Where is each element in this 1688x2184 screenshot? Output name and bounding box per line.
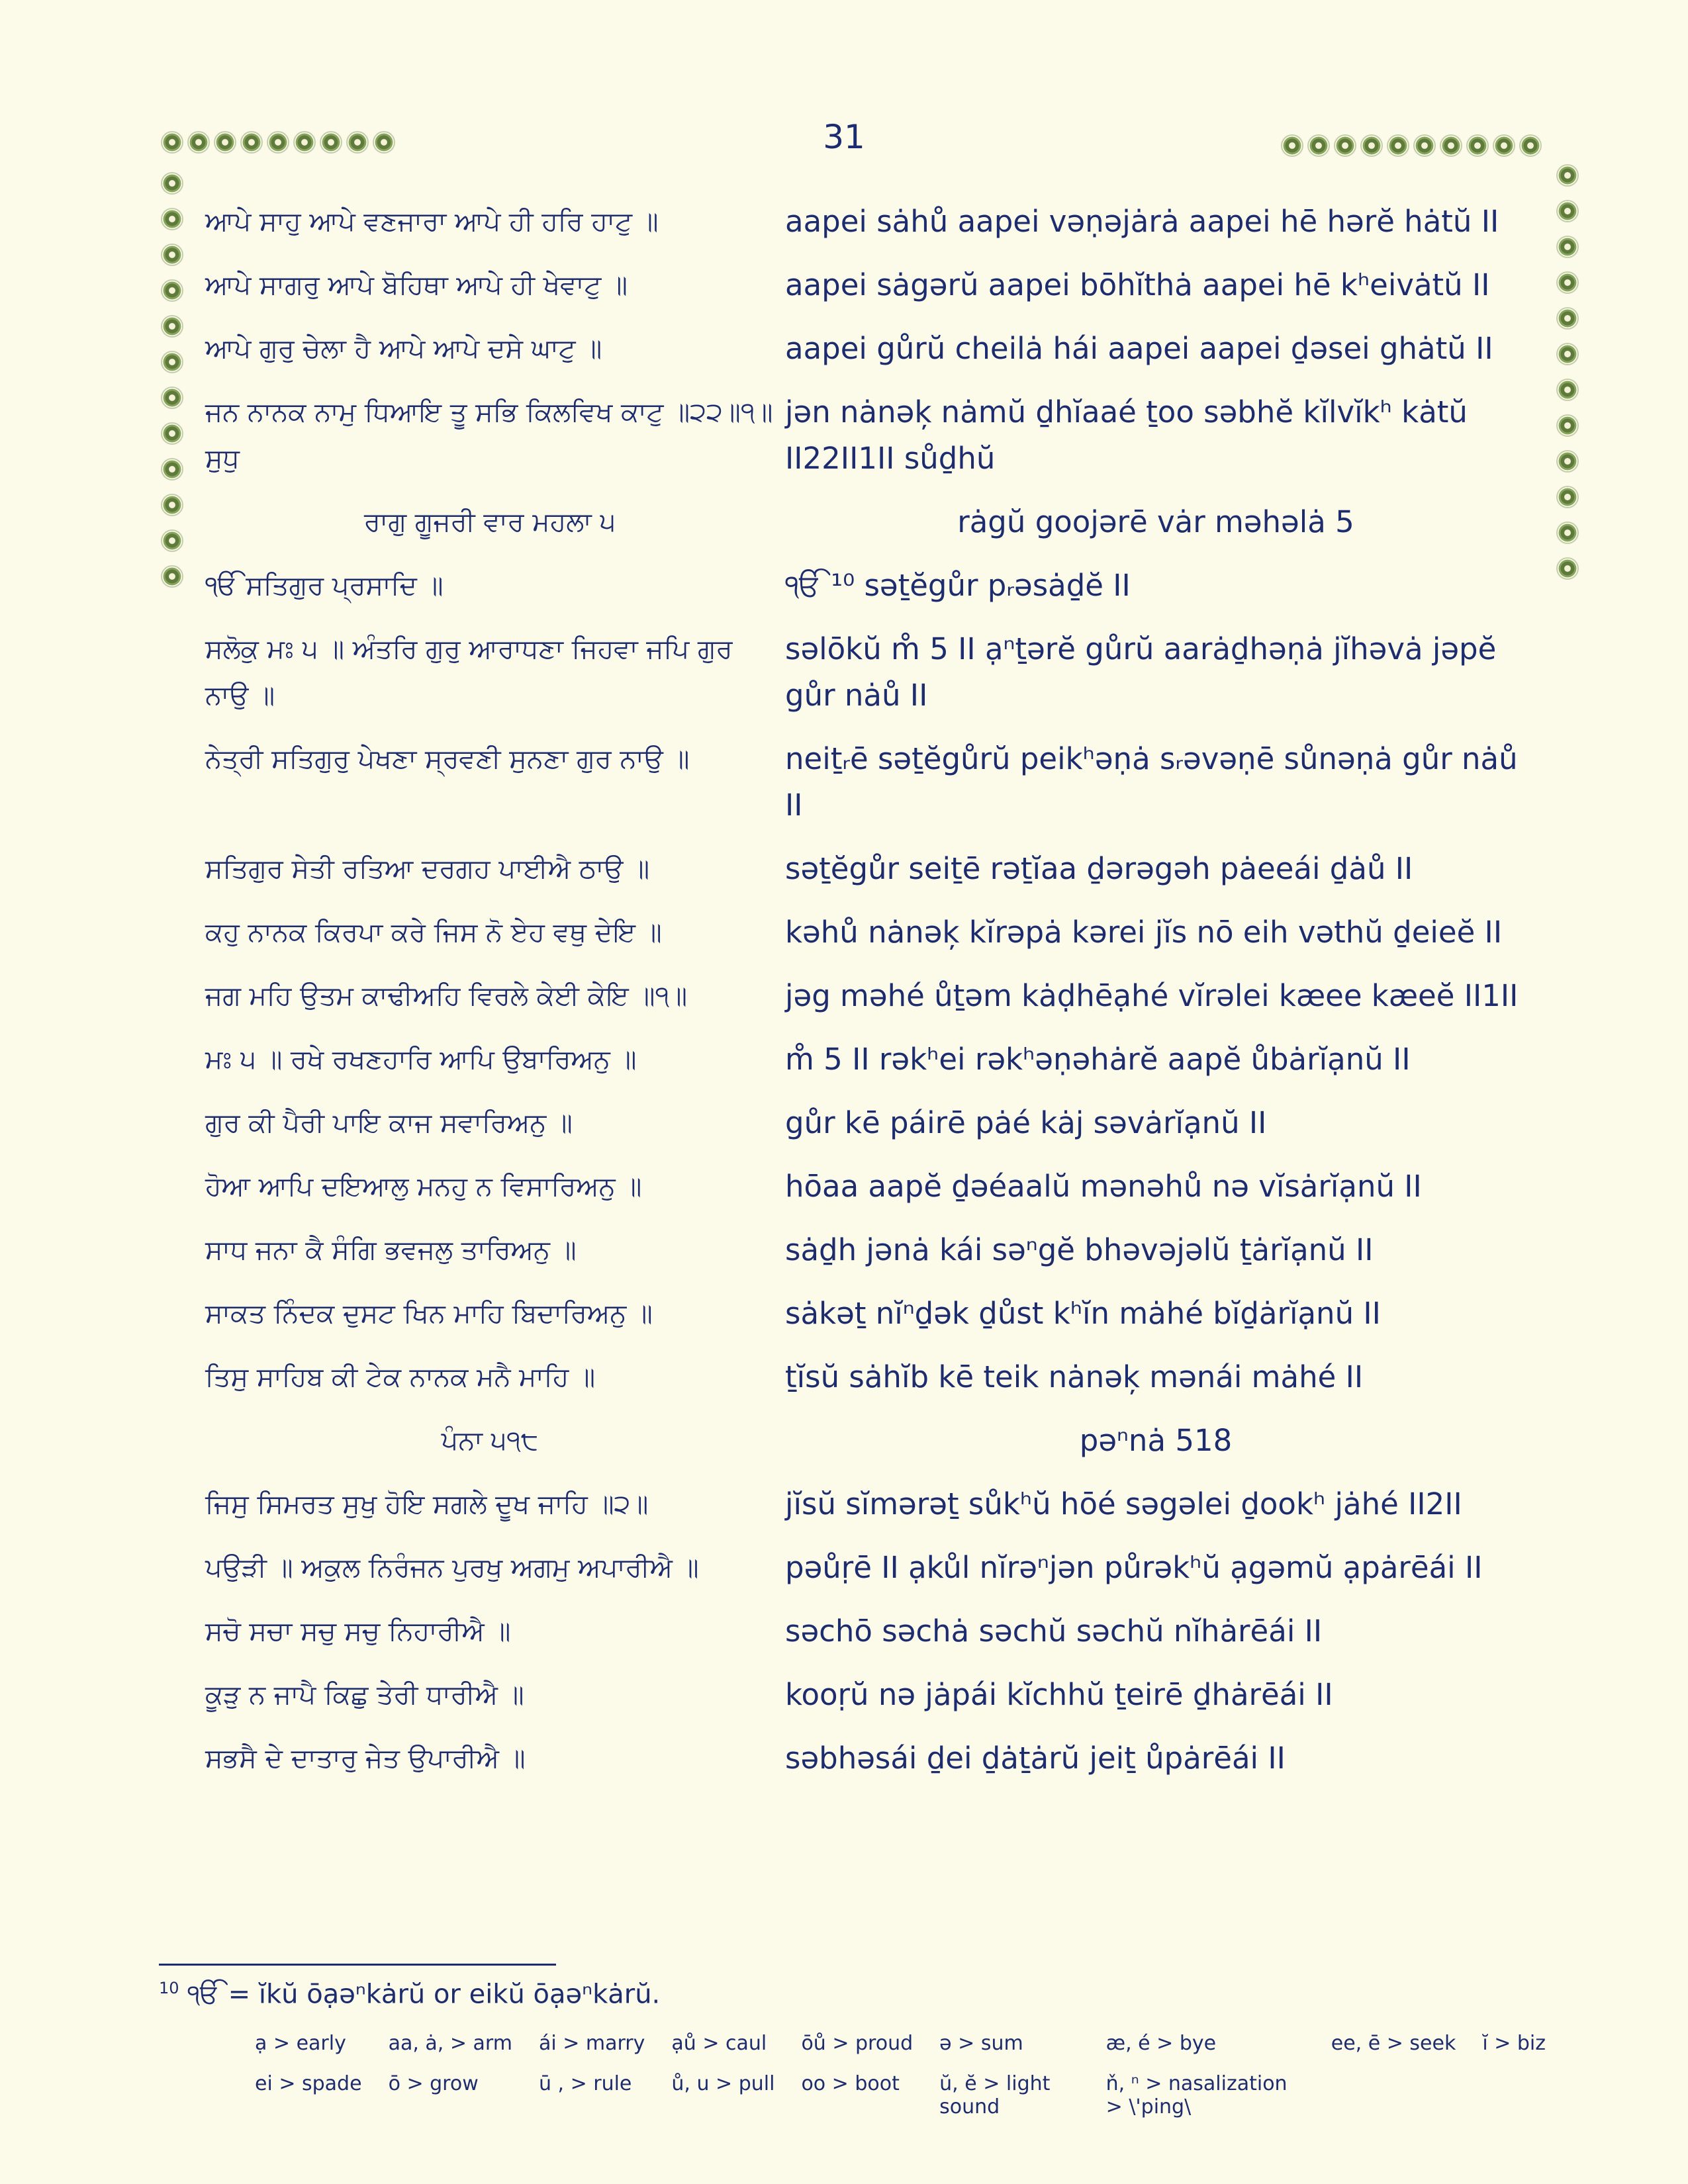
green-flower-icon xyxy=(1468,136,1487,156)
transliteration-text: neiṯᵣē səṯĕgůrŭ peikʰəṇȧ sᵣəvəṇē sůnəṇȧ gůr nȧů II xyxy=(785,741,1518,823)
green-flower-icon xyxy=(1558,273,1577,293)
green-flower-icon xyxy=(162,209,182,229)
transliteration-text: gůr kē páirē pȧé kȧj səvȧrĭạnŭ II xyxy=(785,1105,1267,1140)
green-flower-icon xyxy=(162,459,182,479)
verse-row xyxy=(205,262,1529,308)
flower-border-top-right xyxy=(1282,136,1540,156)
footnote-divider xyxy=(159,1964,556,1966)
transliteration-text: səbhəsái ḏei ḏȧṯȧrŭ jeiṯ ůpȧrēái II xyxy=(785,1741,1286,1776)
green-flower-icon xyxy=(162,495,182,515)
gurmukhi-text: ਨੇਤ੍ਰੀ ਸਤਿਗੁਰੁ ਪੇਖਣਾ ਸ੍ਰਵਣੀ ਸੁਨਣਾ ਗੁਰ ਨਾਉ ॥ xyxy=(205,744,690,774)
green-flower-icon xyxy=(1388,136,1408,156)
legend-item: ĭ > biz xyxy=(1482,2032,1546,2055)
page-number: 31 xyxy=(823,118,865,156)
verse-row xyxy=(205,1735,1529,1782)
transliteration-text: jəg məhé ůṯəm kȧḍhēạhé vĭrəlei kæee kæeĕ II1II xyxy=(785,978,1519,1013)
gurmukhi-text: ਸਾਧ ਜਨਾ ਕੈ ਸੰਗਿ ਭਵਜਲੁ ਤਾਰਿਅਨੁ ॥ xyxy=(205,1235,577,1265)
gurmukhi-text: ਸਲੋਕੁ ਮਃ ੫ ॥ ਅੰਤਰਿ ਗੁਰੁ ਆਰਾਧਣਾ ਜਿਹਵਾ ਜਪਿ ਗੁਰ ਨਾਉ ॥ xyxy=(205,634,733,711)
green-flower-icon xyxy=(1362,136,1382,156)
green-flower-icon xyxy=(162,531,182,551)
footnote-number: 10 xyxy=(159,1979,179,1997)
legend-item: ạů > caul xyxy=(671,2032,767,2055)
transliteration-text: səchō səchȧ səchŭ səchŭ nĭhȧrēái II xyxy=(785,1614,1323,1649)
gurmukhi-text: ਤਿਸੁ ਸਾਹਿਬ ਕੀ ਟੇਕ ਨਾਨਕ ਮਨੈ ਮਾਹਿ ॥ xyxy=(205,1362,596,1392)
transliteration-heading: rȧgŭ goojərē vȧr məhəlȧ 5 xyxy=(957,504,1354,539)
green-flower-icon xyxy=(1558,344,1577,364)
green-flower-icon xyxy=(1558,308,1577,328)
verse-row xyxy=(205,973,1529,1019)
verse-row xyxy=(205,1036,1529,1083)
gurmukhi-text: ਆਪੇ ਸਾਹੁ ਆਪੇ ਵਣਜਾਰਾ ਆਪੇ ਹੀ ਹਰਿ ਹਾਟੁ ॥ xyxy=(205,206,659,237)
gurmukhi-text: ਸਭਸੈ ਦੇ ਦਾਤਾਰੁ ਜੇਤ ਉਪਾਰੀਐ ॥ xyxy=(205,1743,526,1774)
gurmukhi-heading: ਰਾਗੁ ਗੂਜਰੀ ਵਾਰ ਮਹਲਾ ੫ xyxy=(364,507,616,537)
gurmukhi-text: ਸਚੋ ਸਚਾ ਸਚੁ ਸਚੁ ਨਿਹਾਰੀਐ ॥ xyxy=(205,1616,511,1647)
legend-item: oo > boot xyxy=(801,2072,900,2095)
green-flower-icon xyxy=(1558,487,1577,507)
legend-item: ạ > early xyxy=(255,2032,346,2055)
verse-table xyxy=(205,199,1529,1799)
green-flower-icon xyxy=(1441,136,1461,156)
green-flower-icon xyxy=(162,567,182,586)
legend-item: ái > marry xyxy=(538,2032,645,2055)
verse-row xyxy=(205,389,1529,482)
transliteration-text: səlōkŭ m̊ 5 II ạⁿṯərĕ gůrŭ aarȧḏhəṇȧ jĭhəvȧ jəpĕ gůr nȧů II xyxy=(785,631,1497,713)
green-flower-icon xyxy=(374,132,394,152)
verse-row xyxy=(205,1227,1529,1273)
verse-row xyxy=(205,1291,1529,1337)
gurmukhi-text: ੴ ਸਤਿਗੁਰ ਪ੍ਰਸਾਦਿ ॥ xyxy=(205,570,444,601)
footnote xyxy=(159,1979,1549,2009)
green-flower-icon xyxy=(1309,136,1329,156)
gurmukhi-text: ਹੋਆ ਆਪਿ ਦਇਆਲੁ ਮਨਹੁ ਨ ਵਿਸਾਰਿਅਨੁ ॥ xyxy=(205,1171,642,1202)
legend-item: ei > spade xyxy=(255,2072,362,2095)
legend-item: ee, ē > seek xyxy=(1331,2032,1456,2055)
green-flower-icon xyxy=(1558,201,1577,221)
green-flower-icon xyxy=(1558,559,1577,578)
gurmukhi-text: ਸਤਿਗੁਰ ਸੇਤੀ ਰਤਿਆ ਦਰਗਹ ਪਾਈਐ ਠਾਉ ॥ xyxy=(205,854,650,884)
legend-item: ŭ, ĕ > light sound xyxy=(939,2072,1051,2118)
gurmukhi-text: ਆਪੇ ਗੁਰੁ ਚੇਲਾ ਹੈ ਆਪੇ ਆਪੇ ਦਸੇ ਘਾਟੁ ॥ xyxy=(205,334,602,364)
green-flower-icon xyxy=(1558,237,1577,257)
green-flower-icon xyxy=(1558,451,1577,471)
green-flower-icon xyxy=(1335,136,1355,156)
transliteration-text: jən nȧnəķ nȧmŭ ḏhĭaaé ṯoo səbhĕ kĭlvĭkʰ kȧtŭ II22II1II sůḏhŭ xyxy=(785,394,1468,476)
gurmukhi-text: ਜਿਸੁ ਸਿਮਰਤ ਸੁਖੁ ਹੋਇ ਸਗਲੇ ਦੂਖ ਜਾਹਿ ॥੨॥ xyxy=(205,1489,649,1520)
transliteration-text: sȧkəṯ nĭⁿḏək ḏůst kʰĭn mȧhé bĭḏȧrĭạnŭ II xyxy=(785,1296,1381,1331)
transliteration-text: hōaa aapĕ ḏəéaalŭ mənəhů nə vĭsȧrĭạnŭ II xyxy=(785,1169,1422,1204)
legend-item: ů, u > pull xyxy=(671,2072,775,2095)
green-flower-icon xyxy=(1558,523,1577,543)
green-flower-icon xyxy=(162,352,182,372)
green-flower-icon xyxy=(1415,136,1434,156)
transliteration-text: aapei sȧgərŭ aapei bōhĭthȧ aapei hē kʰeivȧtŭ II xyxy=(785,267,1490,302)
transliteration-text: m̊ 5 II rəkʰei rəkʰəṇəhȧrĕ aapĕ ůbȧrĭạnŭ II xyxy=(785,1042,1411,1077)
gurmukhi-text: ਮਃ ੫ ॥ ਰਖੇ ਰਖਣਹਾਰਿ ਆਪਿ ਉਬਾਰਿਅਨੁ ॥ xyxy=(205,1044,637,1075)
verse-row xyxy=(205,563,1529,609)
transliteration-text: səṯĕgůr seiṯē rəṯĭaa ḏərəgəh pȧeeái ḏȧů II xyxy=(785,851,1413,886)
gurmukhi-text: ਪਉੜੀ ॥ ਅਕੁਲ ਨਿਰੰਜਨ ਪੁਰਖੁ ਅਗਮੁ ਅਪਾਰੀਐ ॥ xyxy=(205,1553,699,1583)
transliteration-text: ੴ ¹⁰ səṯĕgůr pᵣəsȧḏĕ II xyxy=(785,568,1131,603)
transliteration-text: aapei gůrŭ cheilȧ hái aapei aapei ḏəsei ghȧtŭ II xyxy=(785,331,1493,366)
legend-item: ň, ⁿ > nasalization > \'ping\ xyxy=(1105,2072,1288,2118)
green-flower-icon xyxy=(189,132,209,152)
footnote-text: ੴ = ĭkŭ ōạəⁿkȧrŭ or eikŭ ōạəⁿkȧrŭ. xyxy=(187,1979,661,2010)
green-flower-icon xyxy=(242,132,261,152)
green-flower-icon xyxy=(215,132,235,152)
verse-row xyxy=(205,626,1529,719)
legend-item: ū , > rule xyxy=(538,2072,632,2095)
verse-row xyxy=(205,736,1529,829)
legend-item: ōů > proud xyxy=(801,2032,914,2055)
gurmukhi-text: ਜਨ ਨਾਨਕ ਨਾਮੁ ਧਿਆਇ ਤੂ ਸਭਿ ਕਿਲਵਿਖ ਕਾਟੁ ॥੨੨॥੧॥ ਸੁਧੁ xyxy=(205,397,773,474)
green-flower-icon xyxy=(1558,416,1577,435)
legend-item: aa, ȧ, > arm xyxy=(388,2032,512,2055)
verse-row xyxy=(205,909,1529,956)
transliteration-text: kəhů nȧnəķ kĭrəpȧ kərei jĭs nō eih vəthŭ ḏeieĕ II xyxy=(785,915,1503,950)
green-flower-icon xyxy=(1521,136,1540,156)
green-flower-icon xyxy=(321,132,341,152)
raag-heading-row xyxy=(205,499,1529,545)
verse-row xyxy=(205,1163,1529,1210)
verse-row xyxy=(205,326,1529,372)
green-flower-icon xyxy=(348,132,367,152)
gurmukhi-text: ਕੂੜੁ ਨ ਜਾਪੈ ਕਿਛੁ ਤੇਰੀ ਧਾਰੀਐ ॥ xyxy=(205,1680,524,1710)
page-heading-row xyxy=(205,1418,1529,1464)
green-flower-icon xyxy=(162,245,182,265)
flower-border-right xyxy=(1558,165,1577,578)
green-flower-icon xyxy=(162,424,182,443)
transliteration-heading: pəⁿnȧ 518 xyxy=(1079,1423,1233,1458)
verse-row xyxy=(205,199,1529,245)
verse-row xyxy=(205,1481,1529,1527)
green-flower-icon xyxy=(1558,380,1577,400)
verse-row xyxy=(205,1100,1529,1146)
transliteration-text: pəůṛē II ạkůl nĭrəⁿjən půrəkʰŭ ạgəmŭ ạpȧrēái II xyxy=(785,1550,1483,1585)
green-flower-icon xyxy=(162,132,182,152)
verse-row xyxy=(205,1608,1529,1655)
green-flower-icon xyxy=(162,173,182,193)
flower-border-left xyxy=(162,173,182,586)
verse-row xyxy=(205,1672,1529,1718)
green-flower-icon xyxy=(162,388,182,408)
transliteration-text: aapei sȧhů aapei vəṇəjȧrȧ aapei hē hərĕ hȧtŭ II xyxy=(785,204,1499,239)
flower-border-top-left xyxy=(162,132,394,152)
pronunciation-legend xyxy=(255,2032,1546,2118)
legend-item: æ, é > bye xyxy=(1105,2032,1217,2055)
transliteration-text: jĭsŭ sĭmərəṯ sůkʰŭ hōé səgəlei ḏookʰ jȧhé II2II xyxy=(785,1486,1462,1522)
legend-item: ə > sum xyxy=(939,2032,1023,2055)
gurmukhi-text: ਜਗ ਮਹਿ ਉਤਮ ਕਾਢੀਅਹਿ ਵਿਰਲੇ ਕੇਈ ਕੇਇ ॥੧॥ xyxy=(205,981,688,1011)
legend-item: ō > grow xyxy=(388,2072,479,2095)
green-flower-icon xyxy=(162,316,182,336)
gurmukhi-text: ਆਪੇ ਸਾਗਰੁ ਆਪੇ ਬੋਹਿਥਾ ਆਪੇ ਹੀ ਖੇਵਾਟੁ ॥ xyxy=(205,270,628,300)
verse-row xyxy=(205,1545,1529,1591)
gurmukhi-text: ਕਹੁ ਨਾਨਕ ਕਿਰਪਾ ਕਰੇ ਜਿਸ ਨੋ ਏਹ ਵਥੁ ਦੇਇ ॥ xyxy=(205,917,662,948)
transliteration-text: sȧḏh jənȧ kái səⁿgĕ bhəvəjəlŭ ṯȧrĭạnŭ II xyxy=(785,1232,1374,1267)
green-flower-icon xyxy=(268,132,288,152)
green-flower-icon xyxy=(162,281,182,300)
gurmukhi-text: ਸਾਕਤ ਨਿੰਦਕ ਦੁਸਟ ਖਿਨ ਮਾਹਿ ਬਿਦਾਰਿਅਨੁ ॥ xyxy=(205,1298,653,1329)
gurmukhi-heading: ਪੰਨਾ ੫੧੮ xyxy=(441,1426,539,1456)
green-flower-icon xyxy=(1282,136,1302,156)
green-flower-icon xyxy=(1558,165,1577,185)
green-flower-icon xyxy=(1494,136,1514,156)
gurmukhi-text: ਗੁਰ ਕੀ ਪੈਰੀ ਪਾਇ ਕਾਜ ਸਵਾਰਿਅਨੁ ॥ xyxy=(205,1108,573,1138)
transliteration-text: ṯĭsŭ sȧhĭb kē teik nȧnəķ mənái mȧhé II xyxy=(785,1359,1364,1394)
verse-row xyxy=(205,846,1529,892)
green-flower-icon xyxy=(295,132,314,152)
verse-row xyxy=(205,1354,1529,1400)
transliteration-text: kooṛŭ nə jȧpái kĭchhŭ ṯeirē ḏhȧrēái II xyxy=(785,1677,1333,1712)
